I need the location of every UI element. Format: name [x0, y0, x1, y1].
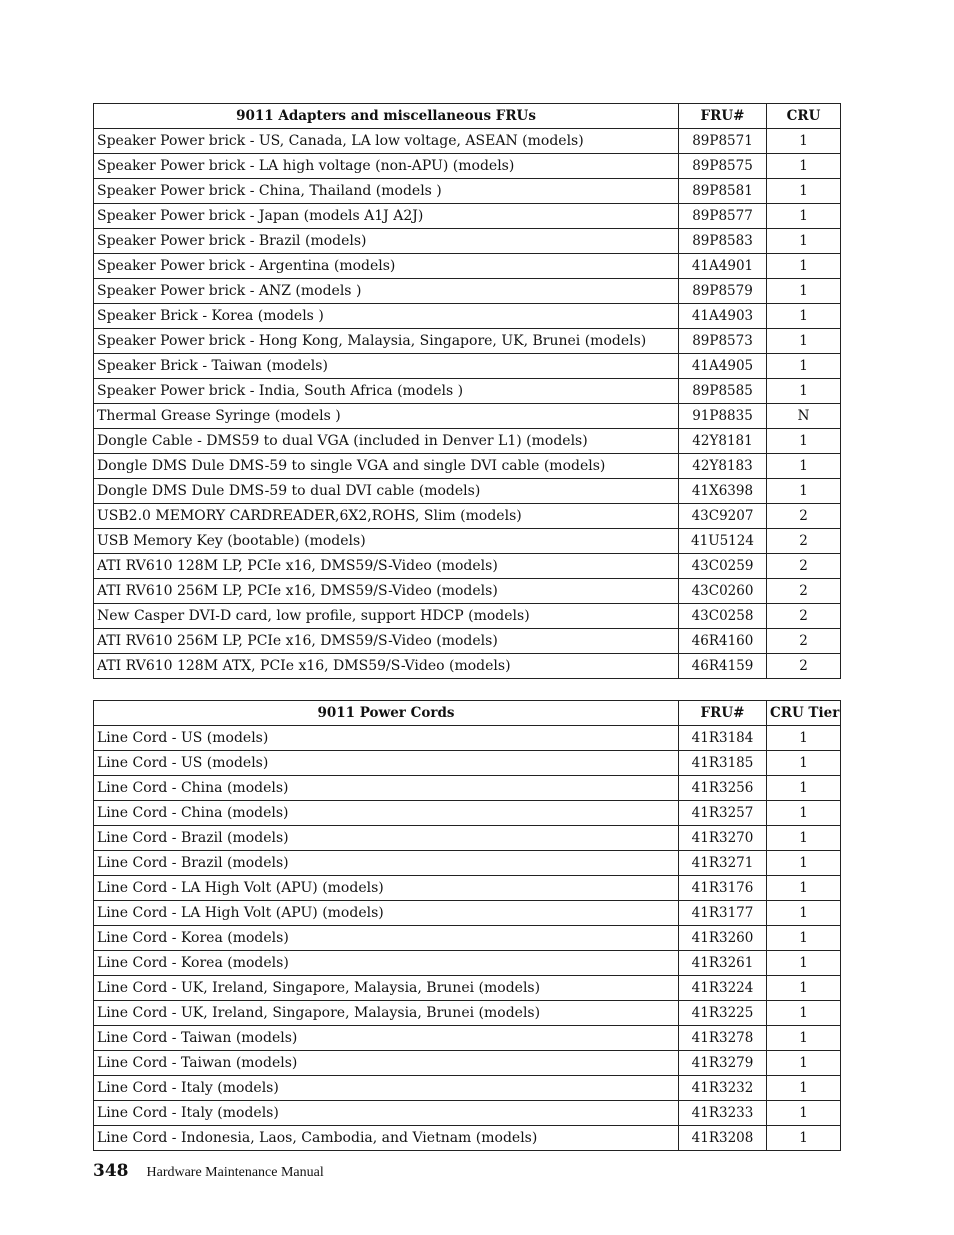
cell-fru-number: 41R3185 [679, 751, 767, 776]
cell-description: Speaker Power brick - China, Thailand (models ) [94, 179, 679, 204]
cell-cru: 2 [767, 604, 841, 629]
cell-fru-number: 41A4901 [679, 254, 767, 279]
table-row [94, 304, 841, 329]
table-row [94, 229, 841, 254]
cell-description: Line Cord - Italy (models) [94, 1076, 679, 1101]
cell-fru-number: 41U5124 [679, 529, 767, 554]
cell-fru-number: 42Y8181 [679, 429, 767, 454]
table-row [94, 654, 841, 679]
cell-description: ATI RV610 128M ATX, PCIe x16, DMS59/S-Video (models) [94, 654, 679, 679]
cell-cru: 1 [767, 479, 841, 504]
cell-fru-number: 41R3270 [679, 826, 767, 851]
cell-fru-number: 43C0258 [679, 604, 767, 629]
table-row [94, 179, 841, 204]
cell-description: USB Memory Key (bootable) (models) [94, 529, 679, 554]
cell-fru-number: 41R3184 [679, 726, 767, 751]
cell-cru: N [767, 404, 841, 429]
cell-fru-number: 41R3224 [679, 976, 767, 1001]
cell-description: ATI RV610 128M LP, PCIe x16, DMS59/S-Video (models) [94, 554, 679, 579]
cell-cru: 1 [767, 279, 841, 304]
cell-description: Dongle Cable - DMS59 to dual VGA (included in Denver L1) (models) [94, 429, 679, 454]
table-row [94, 629, 841, 654]
table-row [94, 504, 841, 529]
table-row [94, 454, 841, 479]
table-header-row [94, 701, 841, 726]
cell-fru-number: 89P8571 [679, 129, 767, 154]
cell-fru-number: 41R3177 [679, 901, 767, 926]
cell-cru: 1 [767, 851, 841, 876]
table-row [94, 1076, 841, 1101]
cell-fru-number: 41R3225 [679, 1001, 767, 1026]
cell-cru: 1 [767, 801, 841, 826]
cell-cru: 1 [767, 726, 841, 751]
table-row [94, 1026, 841, 1051]
cell-fru-number: 41R3257 [679, 801, 767, 826]
cell-cru: 2 [767, 504, 841, 529]
cell-description: Dongle DMS Dule DMS-59 to single VGA and single DVI cable (models) [94, 454, 679, 479]
cell-description: Line Cord - Korea (models) [94, 951, 679, 976]
table-row [94, 1101, 841, 1126]
column-header-description: 9011 Adapters and miscellaneous FRUs [94, 104, 679, 129]
cell-cru: 1 [767, 876, 841, 901]
cell-fru-number: 46R4160 [679, 629, 767, 654]
table-row [94, 976, 841, 1001]
column-header-fru: FRU# [679, 104, 767, 129]
table-row [94, 379, 841, 404]
cell-cru: 1 [767, 254, 841, 279]
manual-title: Hardware Maintenance Manual [146, 1165, 324, 1180]
page-footer [93, 1161, 324, 1181]
table-row [94, 129, 841, 154]
cell-cru: 2 [767, 579, 841, 604]
cell-cru: 2 [767, 529, 841, 554]
table-row [94, 554, 841, 579]
table-row [94, 1051, 841, 1076]
cell-cru: 1 [767, 129, 841, 154]
cell-description: Line Cord - Taiwan (models) [94, 1051, 679, 1076]
cell-cru: 1 [767, 1076, 841, 1101]
cell-cru: 1 [767, 429, 841, 454]
cell-fru-number: 41R3279 [679, 1051, 767, 1076]
cell-cru: 1 [767, 1126, 841, 1151]
table-row [94, 429, 841, 454]
cell-description: Dongle DMS Dule DMS-59 to dual DVI cable (models) [94, 479, 679, 504]
cell-description: Line Cord - Korea (models) [94, 926, 679, 951]
cell-description: Line Cord - Brazil (models) [94, 851, 679, 876]
cell-fru-number: 43C9207 [679, 504, 767, 529]
cell-fru-number: 41A4903 [679, 304, 767, 329]
cell-fru-number: 41R3233 [679, 1101, 767, 1126]
cell-cru: 2 [767, 554, 841, 579]
page-number: 348 [93, 1161, 129, 1181]
cell-cru: 2 [767, 654, 841, 679]
cell-cru: 1 [767, 926, 841, 951]
cell-fru-number: 43C0259 [679, 554, 767, 579]
table-row [94, 726, 841, 751]
table-row [94, 926, 841, 951]
cell-fru-number: 41R3256 [679, 776, 767, 801]
cell-cru: 1 [767, 204, 841, 229]
cell-fru-number: 89P8573 [679, 329, 767, 354]
cell-fru-number: 41R3208 [679, 1126, 767, 1151]
cell-fru-number: 43C0260 [679, 579, 767, 604]
cell-fru-number: 42Y8183 [679, 454, 767, 479]
cell-description: Speaker Power brick - Argentina (models) [94, 254, 679, 279]
cell-description: USB2.0 MEMORY CARDREADER,6X2,ROHS, Slim (models) [94, 504, 679, 529]
cell-description: Line Cord - US (models) [94, 751, 679, 776]
cell-fru-number: 89P8575 [679, 154, 767, 179]
cell-cru: 1 [767, 976, 841, 1001]
table-row [94, 529, 841, 554]
table-row [94, 901, 841, 926]
table-row [94, 826, 841, 851]
cell-fru-number: 46R4159 [679, 654, 767, 679]
cell-cru: 1 [767, 454, 841, 479]
table-row [94, 354, 841, 379]
column-header-cru: CRU [767, 104, 841, 129]
cell-fru-number: 41R3261 [679, 951, 767, 976]
cell-fru-number: 89P8579 [679, 279, 767, 304]
cell-cru: 1 [767, 901, 841, 926]
cell-description: Line Cord - Italy (models) [94, 1101, 679, 1126]
column-header-description: 9011 Power Cords [94, 701, 679, 726]
cell-fru-number: 41X6398 [679, 479, 767, 504]
cell-cru: 1 [767, 1001, 841, 1026]
cell-fru-number: 89P8577 [679, 204, 767, 229]
table-row [94, 751, 841, 776]
cell-description: Line Cord - LA High Volt (APU) (models) [94, 901, 679, 926]
cell-fru-number: 41R3278 [679, 1026, 767, 1051]
table-row [94, 254, 841, 279]
cell-cru: 1 [767, 329, 841, 354]
cell-description: Speaker Power brick - India, South Africa (models ) [94, 379, 679, 404]
column-header-fru: FRU# [679, 701, 767, 726]
cell-description: Speaker Power brick - LA high voltage (non-APU) (models) [94, 154, 679, 179]
table-row [94, 776, 841, 801]
table-row [94, 404, 841, 429]
cell-description: Line Cord - LA High Volt (APU) (models) [94, 876, 679, 901]
cell-fru-number: 89P8581 [679, 179, 767, 204]
cell-fru-number: 91P8835 [679, 404, 767, 429]
cell-cru: 1 [767, 354, 841, 379]
cell-description: Line Cord - UK, Ireland, Singapore, Malaysia, Brunei (models) [94, 1001, 679, 1026]
cell-description: Line Cord - China (models) [94, 776, 679, 801]
table-row [94, 204, 841, 229]
cell-cru: 1 [767, 826, 841, 851]
cell-description: Speaker Power brick - Hong Kong, Malaysia, Singapore, UK, Brunei (models) [94, 329, 679, 354]
cell-description: Thermal Grease Syringe (models ) [94, 404, 679, 429]
cell-cru: 2 [767, 629, 841, 654]
cell-description: Line Cord - Taiwan (models) [94, 1026, 679, 1051]
cell-description: ATI RV610 256M LP, PCIe x16, DMS59/S-Video (models) [94, 579, 679, 604]
cell-fru-number: 89P8583 [679, 229, 767, 254]
cell-description: Speaker Power brick - Brazil (models) [94, 229, 679, 254]
cell-cru: 1 [767, 776, 841, 801]
cell-fru-number: 41R3260 [679, 926, 767, 951]
cell-cru: 1 [767, 1026, 841, 1051]
cell-cru: 1 [767, 1101, 841, 1126]
cell-description: ATI RV610 256M LP, PCIe x16, DMS59/S-Video (models) [94, 629, 679, 654]
table-row [94, 329, 841, 354]
cell-cru: 1 [767, 951, 841, 976]
cell-description: Line Cord - UK, Ireland, Singapore, Malaysia, Brunei (models) [94, 976, 679, 1001]
table-row [94, 154, 841, 179]
cell-description: Line Cord - China (models) [94, 801, 679, 826]
power-cords-fru-table [93, 700, 841, 1151]
cell-description: Speaker Power brick - US, Canada, LA low voltage, ASEAN (models) [94, 129, 679, 154]
cell-description: Speaker Power brick - Japan (models A1J A2J) [94, 204, 679, 229]
cell-cru: 1 [767, 304, 841, 329]
table-row [94, 851, 841, 876]
table-header-row [94, 104, 841, 129]
cell-fru-number: 41R3271 [679, 851, 767, 876]
cell-description: New Casper DVI-D card, low profile, support HDCP (models) [94, 604, 679, 629]
column-header-cru-tier: CRU Tier [767, 701, 841, 726]
cell-description: Speaker Power brick - ANZ (models ) [94, 279, 679, 304]
cell-description: Line Cord - US (models) [94, 726, 679, 751]
table-row [94, 604, 841, 629]
cell-description: Line Cord - Indonesia, Laos, Cambodia, and Vietnam (models) [94, 1126, 679, 1151]
cell-cru: 1 [767, 751, 841, 776]
cell-description: Speaker Brick - Korea (models ) [94, 304, 679, 329]
cell-description: Speaker Brick - Taiwan (models) [94, 354, 679, 379]
table-row [94, 951, 841, 976]
cell-cru: 1 [767, 154, 841, 179]
table-row [94, 1001, 841, 1026]
adapters-fru-table [93, 103, 841, 679]
cell-cru: 1 [767, 229, 841, 254]
cell-cru: 1 [767, 379, 841, 404]
cell-fru-number: 41R3176 [679, 876, 767, 901]
table-row [94, 876, 841, 901]
table-row [94, 1126, 841, 1151]
cell-cru: 1 [767, 1051, 841, 1076]
cell-description: Line Cord - Brazil (models) [94, 826, 679, 851]
table-row [94, 479, 841, 504]
cell-cru: 1 [767, 179, 841, 204]
table-row [94, 279, 841, 304]
cell-fru-number: 89P8585 [679, 379, 767, 404]
table-row [94, 801, 841, 826]
cell-fru-number: 41R3232 [679, 1076, 767, 1101]
table-row [94, 579, 841, 604]
cell-fru-number: 41A4905 [679, 354, 767, 379]
